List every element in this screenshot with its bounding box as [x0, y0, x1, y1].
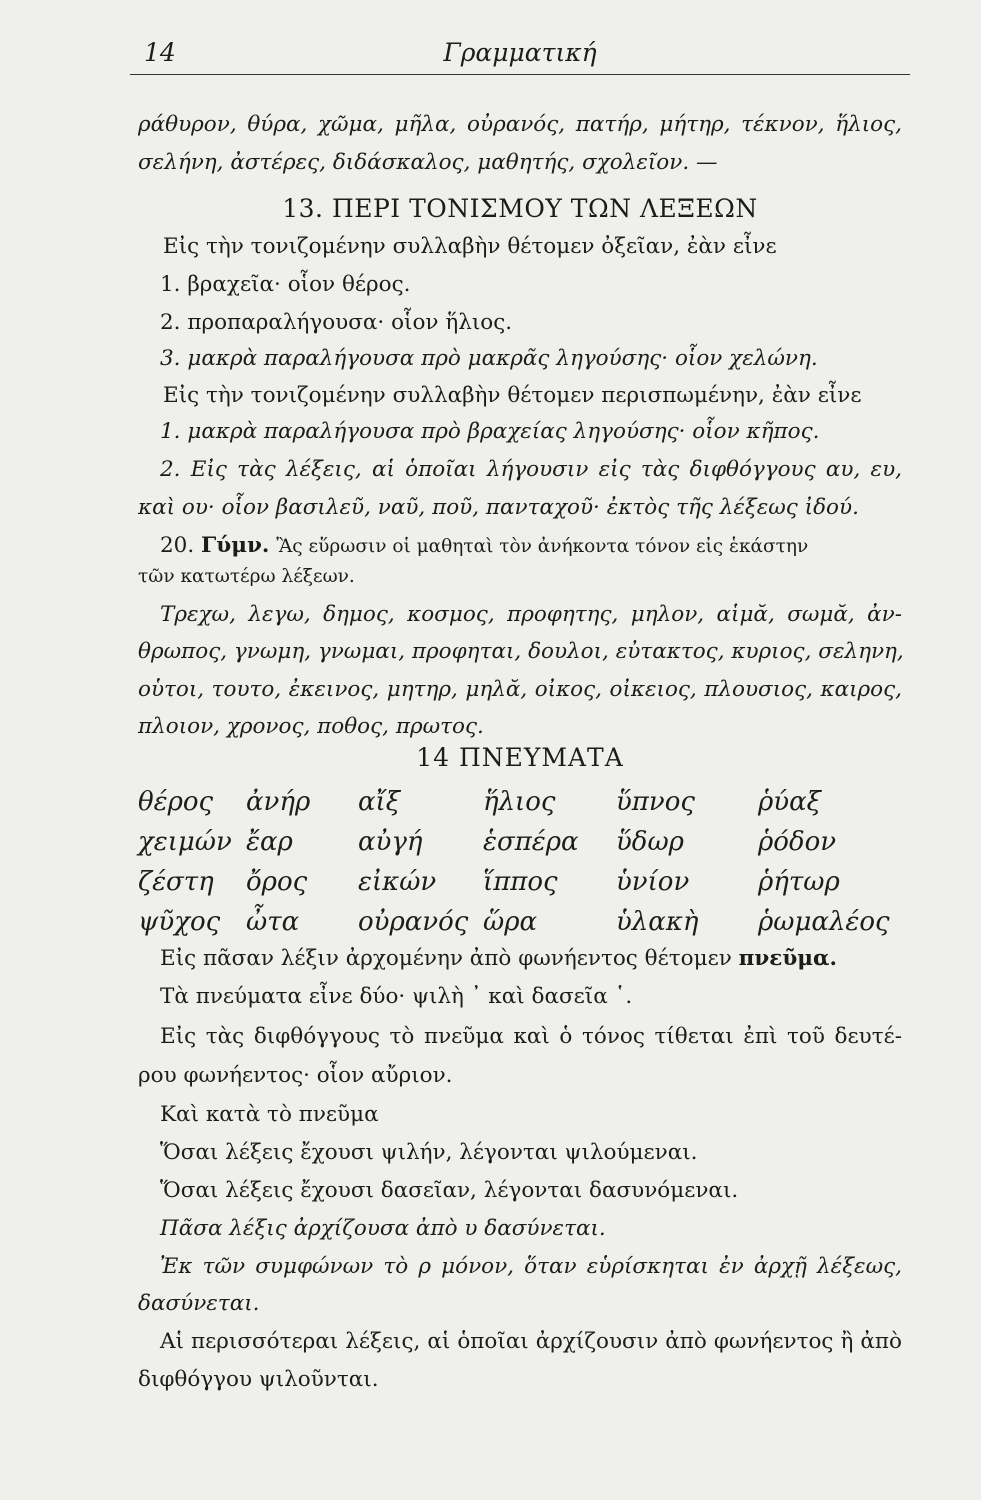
perispomeni-rule-2-line-2: καὶ ου· οἷον βασιλεῦ, ναῦ, ποῦ, πανταχοῦ· ἐκτὸς τῆς λέξεως ἰδού. [138, 495, 859, 520]
table-cell: χειμών [138, 827, 232, 857]
dasynomenai-rule: Ὅσαι λέξεις ἔχουσι δασεῖαν, λέγονται δασυνόμεναι. [160, 1178, 739, 1203]
table-row [138, 782, 898, 822]
table-cell: ὄρος [246, 867, 308, 897]
table-cell: ὕδωρ [616, 827, 684, 857]
table-cell: αὐγή [358, 827, 423, 857]
majority-rule-line-2: διφθόγγου ψιλοῦνται. [138, 1367, 379, 1392]
diphthong-rule-line-1: Εἰς τὰς διφθόγγους τὸ πνεῦμα καὶ ὁ τόνος τίθεται ἐπὶ τοῦ δευτέ- [160, 1024, 902, 1049]
table-cell: ἵππος [483, 867, 558, 897]
table-cell: αἴξ [358, 787, 401, 817]
table-row [138, 862, 898, 902]
according-to-pneuma: Καὶ κατὰ τὸ πνεῦμα [160, 1102, 379, 1127]
table-cell: ἑσπέρα [483, 827, 579, 857]
table-cell: ὕπνος [616, 787, 695, 817]
table-cell: οὐρανός [358, 907, 469, 937]
majority-rule-line-1: Αἱ περισσότεραι λέξεις, αἱ ὁποῖαι ἀρχίζουσιν ἀπὸ φωνήεντος ἢ ἀπὸ [160, 1329, 902, 1354]
pneumata-word-table [138, 782, 898, 942]
exercise-words-line-3: οὑτοι, τουτο, ἐκεινος, μητηρ, μηλᾰ, οἰκος, οἰκειος, πλουσιος, καιρος, [138, 677, 902, 702]
pneuma-kinds: Τὰ πνεύματα εἶνε δύο· ψιλὴ ᾿ καὶ δασεῖα ῾. [160, 984, 633, 1009]
rule-pneuma-term: πνεῦμα. [738, 946, 838, 971]
exercise-words-line-1: Τρεχω, λεγω, δημος, κοσμος, προφητης, μηλον, αἱμᾰ, σωμᾰ, ἀν- [160, 602, 902, 627]
rho-rule-line-1: Ἐκ τῶν συμφώνων τὸ ρ μόνον, ὅταν εὑρίσκηται ἐν ἀρχῇ λέξεως, [160, 1254, 902, 1279]
exercise-20-title [160, 531, 924, 562]
rule-pneuma-text: Εἰς πᾶσαν λέξιν ἀρχομένην ἀπὸ φωνήεντος θέτομεν [160, 946, 732, 971]
oxeia-intro: Εἰς τὴν τονιζομένην συλλαβὴν θέτομεν ὀξεῖαν, ἐὰν εἶνε [163, 234, 777, 259]
oxeia-rule-1: 1. βραχεῖα· οἷον θέρος. [160, 272, 411, 297]
table-cell: ὥρα [483, 907, 538, 937]
table-cell: ἔαρ [246, 827, 293, 857]
upsilon-rule: Πᾶσα λέξις ἀρχίζουσα ἀπὸ υ δασύνεται. [160, 1216, 606, 1241]
table-cell: ῥήτωρ [758, 867, 840, 897]
perispomeni-rule-2-line-1: 2. Εἰς τὰς λέξεις, αἱ ὁποῖαι λήγουσιν εἰς τὰς διφθόγγους αυ, ευ, [160, 457, 902, 482]
intro-words-line-2: σελήνη, ἀστέρες, διδάσκαλος, μαθητής, σχολεῖον. — [138, 150, 718, 175]
exercise-instruction-line-1: Ἂς εὕρωσιν οἱ μαθηταὶ τὸν ἀνήκοντα τόνον εἰς ἑκάστην [276, 536, 809, 557]
perispomeni-intro: Εἰς τὴν τονιζομένην συλλαβὴν θέτομεν περισπωμένην, ἐὰν εἶνε [163, 383, 862, 408]
table-cell: ῥωμαλέος [758, 907, 890, 937]
exercise-instruction-line-2: τῶν κατωτέρω λέξεων. [138, 566, 355, 587]
table-cell: ὑνίον [616, 867, 690, 897]
running-head: Γραμματική [443, 38, 597, 67]
exercise-number: 20. [160, 533, 195, 558]
intro-words-line-1: ράθυρον, θύρα, χῶμα, μῆλα, οὐρανός, πατήρ, μήτηρ, τέκνον, ἥλιος, [138, 112, 902, 137]
table-row [138, 902, 898, 942]
rule-pneuma [160, 944, 924, 974]
table-cell: ὦτα [246, 907, 300, 937]
exercise-words-line-4: πλοιον, χρονος, ποθος, πρωτος. [138, 714, 484, 739]
diphthong-rule-line-2: ρου φωνήεντος· οἷον αὔριον. [138, 1063, 453, 1088]
section-14-heading: 14 ΠΝΕΥΜΑΤΑ [416, 743, 624, 772]
exercise-words-line-2: θρωπος, γνωμη, γνωμαι, προφηται, δουλοι, εὐτακτος, κυριος, σεληνη, [138, 639, 904, 664]
table-cell: ῥύαξ [758, 787, 821, 817]
table-cell: ψῦχος [138, 907, 221, 937]
exercise-label: Γύμν. [201, 533, 270, 558]
psiloumenai-rule: Ὅσαι λέξεις ἔχουσι ψιλήν, λέγονται ψιλούμεναι. [160, 1140, 698, 1165]
oxeia-rule-2: 2. προπαραλήγουσα· οἷον ἥλιος. [160, 310, 513, 335]
table-cell: ὑλακὴ [616, 907, 699, 937]
table-cell: ῥόδον [758, 827, 837, 857]
rho-rule-line-2: δασύνεται. [138, 1291, 260, 1316]
oxeia-rule-3: 3. μακρὰ παραλήγουσα πρὸ μακρᾶς ληγούσης· οἷον χελώνη. [160, 346, 818, 371]
perispomeni-rule-1: 1. μακρὰ παραλήγουσα πρὸ βραχείας ληγούσης· οἷον κῆπος. [160, 419, 820, 444]
section-13-heading: 13. ΠΕΡΙ ΤΟΝΙΣΜΟΥ ΤΩΝ ΛΕΞΕΩΝ [282, 194, 758, 223]
page-number: 14 [144, 38, 176, 67]
page-header [130, 30, 910, 75]
table-cell: εἰκών [358, 867, 437, 897]
table-cell: θέρος [138, 787, 214, 817]
table-cell: ἥλιος [483, 787, 556, 817]
table-cell: ἀνήρ [246, 787, 311, 817]
table-row [138, 822, 898, 862]
table-cell: ζέστη [138, 867, 214, 897]
